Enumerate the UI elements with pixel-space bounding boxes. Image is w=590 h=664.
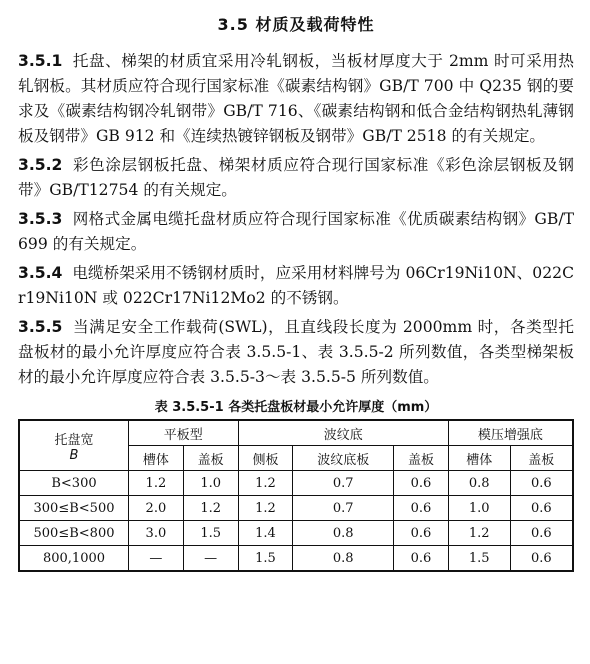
thickness-value: 1.4 xyxy=(238,521,293,546)
paragraph-3-5-3 xyxy=(18,207,574,257)
clause-text: 当满足安全工作载荷(SWL)，且直线段长度为 2000mm 时，各类型托盘板材的最小允许厚度应符合表 3.5.5-1、表 3.5.5-2 所列数值，各类型梯架板材的最小允许厚度应符合表 3.5.5-3～表 3.5.5-5 所列数值。 xyxy=(18,318,574,386)
clause-text: 网格式金属电缆托盘材质应符合现行国家标准《优质碳素结构钢》GB/T 699 的有关规定。 xyxy=(18,210,574,253)
thickness-value: 0.8 xyxy=(448,471,510,496)
thickness-value: 1.2 xyxy=(129,471,184,496)
row-width-label: 500≤B<800 xyxy=(19,521,129,546)
clause-text: 彩色涂层钢板托盘、梯架材质应符合现行国家标准《彩色涂层钢板及钢带》GB/T12754 的有关规定。 xyxy=(18,156,574,199)
clause-number: 3.5.1 xyxy=(18,52,63,70)
thickness-value: 0.6 xyxy=(394,496,449,521)
clause-number: 3.5.5 xyxy=(18,318,63,336)
table-body xyxy=(19,471,573,572)
thickness-value: 1.5 xyxy=(238,546,293,572)
row-width-label: 300≤B<500 xyxy=(19,496,129,521)
subheader-cell: 盖板 xyxy=(183,446,238,471)
clause-number: 3.5.2 xyxy=(18,156,63,174)
subheader-cell: 槽体 xyxy=(129,446,184,471)
header-width-label: 托盘宽 xyxy=(54,432,94,448)
thickness-value: 0.6 xyxy=(394,471,449,496)
table-header-row xyxy=(19,420,573,446)
thickness-value: 3.0 xyxy=(129,521,184,546)
subheader-cell: 侧板 xyxy=(238,446,293,471)
header-width-cell xyxy=(19,420,129,471)
header-group-wave: 波纹底 xyxy=(238,420,448,446)
paragraph-3-5-2 xyxy=(18,153,574,203)
thickness-value: 0.8 xyxy=(293,546,394,572)
thickness-value: 0.6 xyxy=(510,521,573,546)
thickness-value: — xyxy=(129,546,184,572)
table-row xyxy=(19,496,573,521)
thickness-value: 1.2 xyxy=(448,521,510,546)
subheader-cell: 槽体 xyxy=(448,446,510,471)
header-group-mold: 模压增强底 xyxy=(448,420,573,446)
thickness-value: 2.0 xyxy=(129,496,184,521)
thickness-value: — xyxy=(183,546,238,572)
table-row xyxy=(19,546,573,572)
clause-number: 3.5.3 xyxy=(18,210,63,228)
thickness-value: 0.7 xyxy=(293,496,394,521)
table-row xyxy=(19,521,573,546)
row-width-label: 800,1000 xyxy=(19,546,129,572)
paragraph-3-5-4 xyxy=(18,261,574,311)
thickness-value: 1.5 xyxy=(448,546,510,572)
subheader-cell: 波纹底板 xyxy=(293,446,394,471)
paragraphs xyxy=(18,49,574,390)
thickness-value: 1.5 xyxy=(183,521,238,546)
thickness-value: 0.6 xyxy=(394,521,449,546)
thickness-value: 0.6 xyxy=(510,496,573,521)
thickness-value: 0.6 xyxy=(394,546,449,572)
thickness-value: 0.7 xyxy=(293,471,394,496)
header-width-symbol: B xyxy=(69,447,79,463)
thickness-table xyxy=(18,419,574,572)
thickness-value: 1.2 xyxy=(183,496,238,521)
thickness-value: 1.2 xyxy=(238,471,293,496)
clause-text: 电缆桥架采用不锈钢材质时，应采用材料牌号为 06Cr19Ni10N、022Cr19Ni10N 或 022Cr17Ni12Mo2 的不锈钢。 xyxy=(18,264,574,307)
table-row xyxy=(19,471,573,496)
header-group-flat: 平板型 xyxy=(129,420,239,446)
clause-number: 3.5.4 xyxy=(18,264,63,282)
section-title: 3.5 材质及载荷特性 xyxy=(217,15,375,34)
paragraph-3-5-5 xyxy=(18,315,574,390)
subheader-cell: 盖板 xyxy=(394,446,449,471)
thickness-value: 0.6 xyxy=(510,471,573,496)
thickness-value: 0.8 xyxy=(293,521,394,546)
thickness-value: 1.0 xyxy=(448,496,510,521)
thickness-value: 0.6 xyxy=(510,546,573,572)
thickness-value: 1.2 xyxy=(238,496,293,521)
thickness-value: 1.0 xyxy=(183,471,238,496)
row-width-label: B<300 xyxy=(19,471,129,496)
paragraph-3-5-1 xyxy=(18,49,574,149)
subheader-cell: 盖板 xyxy=(510,446,573,471)
clause-text: 托盘、梯架的材质宜采用冷轧钢板，当板材厚度大于 2mm 时可采用热轧钢板。其材质应符合现行国家标准《碳素结构钢》GB/T 700 中 Q235 钢的要求及《碳素结构钢冷轧钢带》GB/T 716、《碳素结构钢和低合金结构钢热轧薄钢板及钢带》GB 912 和《连续热镀锌钢板及钢带》GB/T 2518 的有关规定。 xyxy=(18,52,574,145)
table-title: 表 3.5.5-1 各类托盘板材最小允许厚度（mm） xyxy=(154,400,438,415)
